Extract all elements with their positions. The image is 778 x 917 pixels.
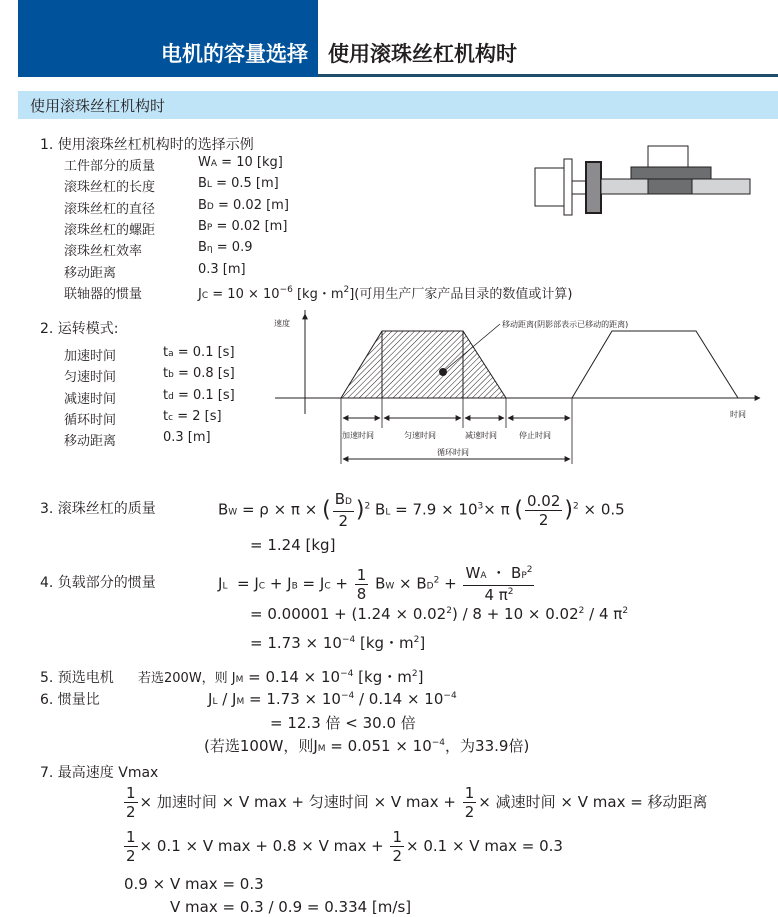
param-label: 加速时间	[64, 349, 117, 364]
eq-term: ]	[419, 634, 426, 652]
param-sub: A	[210, 159, 218, 169]
param-sym: W	[198, 155, 211, 170]
param-value	[163, 409, 222, 424]
section5-title: 5. 预选电机	[40, 670, 114, 686]
param-value: = 0.02 [m]	[216, 218, 288, 234]
param-label: 匀速时间	[64, 370, 117, 386]
section-band-title: 使用滚珠丝杠机构时	[30, 97, 166, 115]
eq-term: = 0.051 × 10	[325, 737, 432, 755]
interval-label-decel: 减速时间	[465, 431, 497, 440]
fraction	[333, 490, 354, 530]
eq-exp: 2	[622, 606, 629, 616]
eq-sub: W	[385, 581, 395, 592]
fraction	[124, 828, 138, 865]
param-value: 0.3 [m]	[198, 261, 246, 277]
fraction	[355, 566, 369, 603]
param-sub: η	[206, 244, 213, 255]
eq-sub: L	[212, 697, 218, 707]
eq-sub: W	[228, 507, 238, 518]
param-value: = 2 [s]	[177, 408, 222, 424]
param-label: 移动距离	[64, 434, 117, 450]
eq-term: = 0.14 × 10	[243, 668, 341, 686]
eq-term: B	[375, 500, 386, 519]
eq-term: ]	[417, 668, 424, 686]
eq-term: = 0.00001 + (1.24 × 0.02	[250, 605, 447, 623]
param-label: 工件部分的质量	[64, 159, 156, 174]
param-value	[198, 240, 252, 255]
eq-term: ) / 8 + 10 × 0.02	[451, 605, 579, 623]
page-title: 使用滚珠丝杠机构时	[328, 42, 517, 66]
eq-term: × 0.1 × V max = 0.3	[406, 837, 563, 855]
param-sub: a	[168, 349, 174, 359]
param-label: 减速时间	[64, 391, 117, 407]
section7-title: 7. 最高速度 Vmax	[40, 765, 159, 781]
eq-term: 若选200W，则 J	[138, 671, 236, 686]
param-label: 滚珠丝杠的螺距	[64, 222, 156, 238]
param-label: 移动距离	[64, 265, 117, 281]
eq-exp: 2	[507, 587, 514, 597]
eq-term: W	[465, 564, 481, 582]
param-value: = 10 [kg]	[221, 155, 283, 170]
section7-line1	[122, 784, 708, 821]
param-value: = 0.5 [m]	[216, 176, 279, 192]
eq-term: +	[439, 574, 457, 593]
y-axis-label: 速度	[274, 319, 290, 328]
param-value	[163, 366, 235, 381]
eq-term: (若选100W，则J	[204, 737, 318, 755]
eq-term: 1	[356, 565, 367, 584]
eq-sub: L	[385, 507, 391, 518]
param-value: = 10 × 10	[212, 286, 280, 302]
interval-label-stop: 停止时间	[519, 431, 551, 440]
param-value	[198, 262, 246, 277]
param-sym: B	[198, 218, 207, 234]
eq-term: 2	[126, 847, 136, 865]
param-tail: [kg・m	[292, 286, 344, 302]
eq-term: ，为33.9倍)	[445, 737, 530, 755]
eq-term: × 减速时间 × V max = 移动距离	[478, 793, 708, 811]
param-value	[163, 345, 235, 360]
param-value: = 0.02 [m]	[218, 197, 289, 213]
param-value: = 0.9	[216, 240, 253, 256]
section7-line4: V max = 0.3 / 0.9 = 0.334 [m/s]	[170, 898, 412, 916]
param-sym: B	[198, 240, 207, 256]
eq-sub: M	[236, 697, 245, 707]
param-sym: B	[198, 176, 207, 192]
param-label: 滚珠丝杠效率	[64, 244, 143, 260]
section3-equation: BW = ρ × π × ( $\frac{BD}{2}$ )$^2$ BL = $7.9 \times 10^3\times \pi$ ( $\frac{0.02}{2}$ )$^2$ × 0.5	[218, 490, 625, 530]
eq-exp: −4	[340, 691, 355, 701]
param-label: 联轴器的惯量	[64, 286, 143, 302]
param-value	[198, 219, 287, 234]
eq-term: + J	[265, 574, 292, 593]
param-sym: t	[163, 408, 169, 424]
eq-term: 8	[356, 584, 367, 603]
eq-term: +	[330, 574, 348, 593]
param-value: = 0.1 [s]	[177, 345, 235, 360]
eq-term: B	[218, 500, 229, 519]
eq-term: × 0.5	[583, 500, 625, 519]
section6-title: 6. 惯量比	[40, 692, 100, 708]
interval-label-const: 匀速时间	[404, 431, 436, 440]
eq-term: 1	[392, 828, 402, 846]
param-sym: t	[163, 345, 169, 360]
section7-line2	[122, 828, 563, 865]
motor-shaft	[572, 181, 586, 194]
eq-term: 1	[126, 784, 136, 802]
eq-sub: A	[480, 571, 487, 581]
section2-title: 2. 运转模式:	[40, 321, 119, 337]
header-category: 电机的容量选择	[161, 42, 308, 66]
eq-term: 2	[392, 847, 402, 865]
coupling	[586, 162, 601, 213]
eq-term: / 0.14 × 10	[354, 690, 444, 708]
param-sub: b	[168, 370, 174, 381]
param-sym: t	[163, 387, 169, 403]
velocity-profile-diagram	[260, 310, 770, 470]
section6-line2: = 12.3 倍 < 30.0 倍	[270, 714, 416, 732]
fraction	[124, 784, 138, 821]
param-value	[163, 388, 235, 403]
interval-label-accel: 加速时间	[342, 431, 374, 440]
eq-term: J	[218, 574, 223, 593]
eq-term: [kg・m	[353, 668, 412, 686]
eq-term: 0.02	[526, 491, 561, 510]
ball-screw-illustration	[520, 130, 770, 220]
section6-line3	[204, 735, 529, 756]
next-cycle-profile	[572, 331, 738, 398]
param-label: 滚珠丝杠的直径	[64, 201, 156, 217]
motor-body	[535, 168, 565, 206]
eq-term: B	[334, 490, 345, 508]
section6-line1	[208, 690, 457, 708]
eq-term: = ρ × π ×	[237, 500, 318, 519]
param-sub: P	[206, 222, 213, 233]
eq-term: 2	[464, 803, 475, 821]
eq-sub: D	[426, 581, 434, 592]
section7-line3: 0.9 × V max = 0.3	[124, 875, 264, 893]
param-label: 循环时间	[64, 412, 117, 428]
param-value: = 0.1 [s]	[177, 387, 235, 403]
section3-title: 3. 滚珠丝杠的质量	[40, 501, 156, 517]
param-sym: J	[198, 286, 202, 302]
eq-term: 1	[464, 784, 475, 802]
section1-title: 1. 使用滚珠丝杠机构时的选择示例	[40, 137, 254, 153]
param-note: ](可用生产厂家产品目录的数值或计算)	[349, 286, 573, 302]
param-value	[163, 430, 211, 445]
eq-exp: 2	[413, 635, 420, 645]
eq-sub: B	[291, 581, 298, 592]
fraction	[390, 828, 404, 865]
eq-exp: 2	[364, 501, 371, 512]
eq-sub: C	[324, 581, 331, 592]
eq-term: = 7.9 × 10	[390, 500, 478, 519]
param-sym: t	[163, 366, 169, 382]
eq-sub: D	[344, 497, 352, 507]
eq-term: / J	[217, 690, 237, 708]
x-axis-label: 时间	[730, 410, 746, 419]
eq-sub: M	[317, 744, 326, 754]
param-sub: L	[206, 180, 212, 191]
param-exp: −6	[279, 284, 293, 295]
header-rule	[318, 74, 778, 77]
section4-title: 4. 负载部分的惯量	[40, 575, 156, 591]
param-value: = 0.8 [s]	[177, 366, 235, 382]
eq-term: ・ B	[486, 564, 522, 582]
eq-term: [kg・m	[355, 634, 414, 652]
param-value	[198, 155, 283, 170]
workpiece	[648, 146, 688, 167]
section5-equation: 若选200W，则 JM = $0.14 \times 10^{-4}$ [kg・$m^2$]	[138, 668, 424, 686]
eq-term: = J	[237, 574, 259, 593]
ball-nut	[648, 179, 692, 194]
eq-term: = 1.73 × 10	[244, 690, 341, 708]
param-value	[198, 283, 572, 302]
eq-exp: −4	[431, 738, 446, 748]
param-label: 滚珠丝杠的长度	[64, 180, 156, 196]
fraction	[463, 784, 477, 821]
eq-exp: 3	[477, 501, 484, 512]
eq-term: × π	[483, 500, 510, 519]
param-value	[198, 198, 289, 213]
eq-exp: 2	[572, 501, 579, 512]
eq-sub: C	[258, 581, 266, 592]
eq-term: = J	[297, 574, 325, 593]
section-band	[18, 91, 778, 119]
param-sub: C	[201, 290, 209, 301]
section3-result: = 1.24 [kg]	[250, 536, 336, 554]
param-sym: B	[198, 197, 207, 213]
cycle-label: 循环时间	[437, 448, 469, 457]
param-sub: D	[206, 201, 214, 212]
table	[631, 167, 711, 179]
eq-term: × B	[394, 574, 427, 593]
motor-flange	[564, 159, 572, 215]
eq-term: 1	[126, 828, 136, 846]
eq-exp: 2	[446, 606, 452, 616]
section4-line2	[250, 605, 628, 623]
eq-term: 4 π	[484, 586, 508, 604]
eq-exp: −4	[443, 691, 457, 701]
header-category-block	[18, 0, 318, 77]
moved-distance-area	[341, 331, 506, 398]
section4-line3	[250, 632, 425, 653]
eq-exp: 2	[433, 575, 440, 586]
param-sub: d	[168, 391, 174, 402]
eq-term: 2	[538, 510, 549, 529]
eq-term: 2	[126, 803, 136, 821]
param-value	[198, 176, 279, 191]
annotation-text: 移动距离(阴影部表示已移动的距离)	[502, 320, 629, 329]
eq-term: / 4 π	[584, 605, 623, 623]
eq-term: × 0.1 × V max + 0.8 × V max +	[139, 837, 384, 855]
section4-line1	[218, 564, 536, 604]
param-sub: c	[168, 412, 174, 423]
eq-sub: L	[222, 581, 228, 592]
eq-term: B	[375, 574, 386, 593]
param-tail_exp: 2	[343, 284, 350, 295]
fraction	[463, 564, 534, 604]
eq-term: × 加速时间 × V max + 匀速时间 × V max +	[139, 793, 456, 811]
eq-sub: M	[235, 675, 244, 685]
eq-term: = 1.73 × 10	[250, 634, 342, 652]
eq-exp: −4	[341, 635, 356, 645]
eq-sub: P	[521, 571, 527, 581]
fraction	[525, 492, 562, 529]
eq-exp: 2	[578, 606, 585, 616]
eq-exp: 2	[526, 565, 533, 575]
eq-term: J	[208, 690, 213, 708]
eq-term: 2	[338, 512, 349, 530]
param-value: 0.3 [m]	[163, 430, 211, 446]
eq-exp: −4	[340, 669, 354, 679]
